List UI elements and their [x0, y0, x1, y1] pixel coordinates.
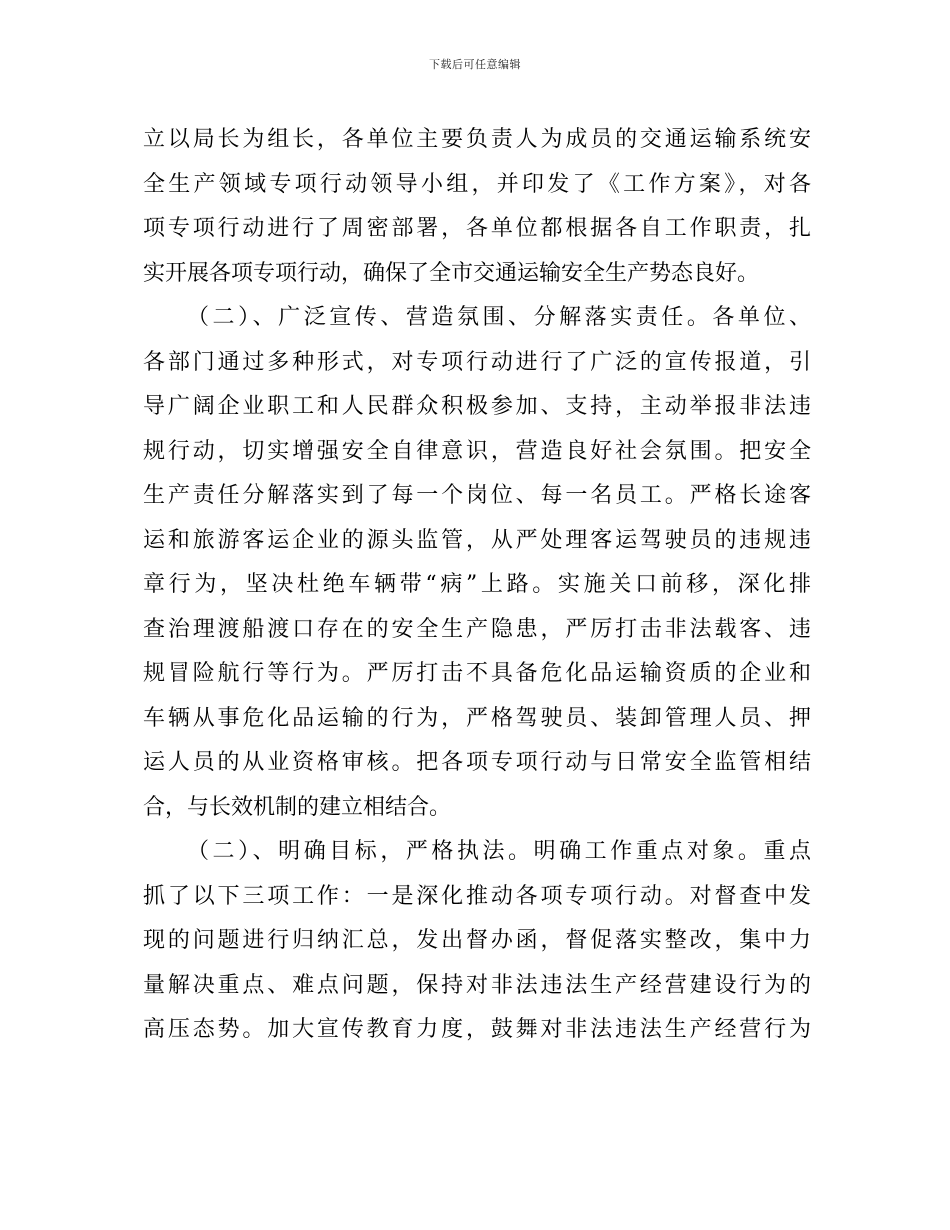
text-line: 实开展各项专项行动，确保了全市交通运输安全生产势态良好。	[143, 260, 760, 286]
document-body	[143, 118, 811, 1053]
text-line: 项专项行动进行了周密部署，各单位都根据各自工作职责，扎	[143, 216, 811, 241]
text-line: 章行为，坚决杜绝车辆带“病”上路。实施关口前移，深化排	[143, 572, 811, 597]
text-line: 现的问题进行归纳汇总，发出督办函，督促落实整改，集中力	[143, 928, 811, 953]
text-line: 立以局长为组长，各单位主要负责人为成员的交通运输系统安	[143, 127, 811, 152]
page-header: 下载后可任意编辑	[429, 58, 521, 71]
paragraph-start-line: （二）、广泛宣传、营造氛围、分解落实责任。各单位、	[187, 305, 811, 330]
text-line: 各部门通过多种形式，对专项行动进行了广泛的宣传报道，引	[143, 349, 811, 375]
text-line: 导广阔企业职工和人民群众积极参加、支持，主动举报非法违	[143, 394, 811, 419]
paragraph-start-line: （二）、明确目标，严格执法。明确工作重点对象。重点	[187, 839, 811, 864]
text-line: 合，与长效机制的建立相结合。	[143, 794, 452, 820]
text-line: 全生产领域专项行动领导小组，并印发了《工作方案》，对各	[143, 171, 811, 197]
text-line: 运人员的从业资格审核。把各项专项行动与日常安全监管相结	[143, 750, 811, 775]
text-line: 量解决重点、难点问题，保持对非法违法生产经营建设行为的	[143, 972, 811, 998]
text-line: 抓了以下三项工作：一是深化推动各项专项行动。对督查中发	[143, 883, 811, 909]
text-line: 查治理渡船渡口存在的安全生产隐患，严厉打击非法载客、违	[143, 616, 811, 642]
text-line: 高压态势。加大宣传教育力度，鼓舞对非法违法生产经营行为	[143, 1017, 811, 1042]
text-line: 车辆从事危化品运输的行为，严格驾驶员、装卸管理人员、押	[143, 705, 811, 731]
text-line: 生产责任分解落实到了每一个岗位、每一名员工。严格长途客	[143, 483, 811, 508]
text-line: 运和旅游客运企业的源头监管，从严处理客运驾驶员的违规违	[143, 527, 811, 553]
text-line: 规冒险航行等行为。严厉打击不具备危化品运输资质的企业和	[143, 661, 811, 686]
text-line: 规行动，切实增强安全自律意识，营造良好社会氛围。把安全	[143, 438, 811, 464]
